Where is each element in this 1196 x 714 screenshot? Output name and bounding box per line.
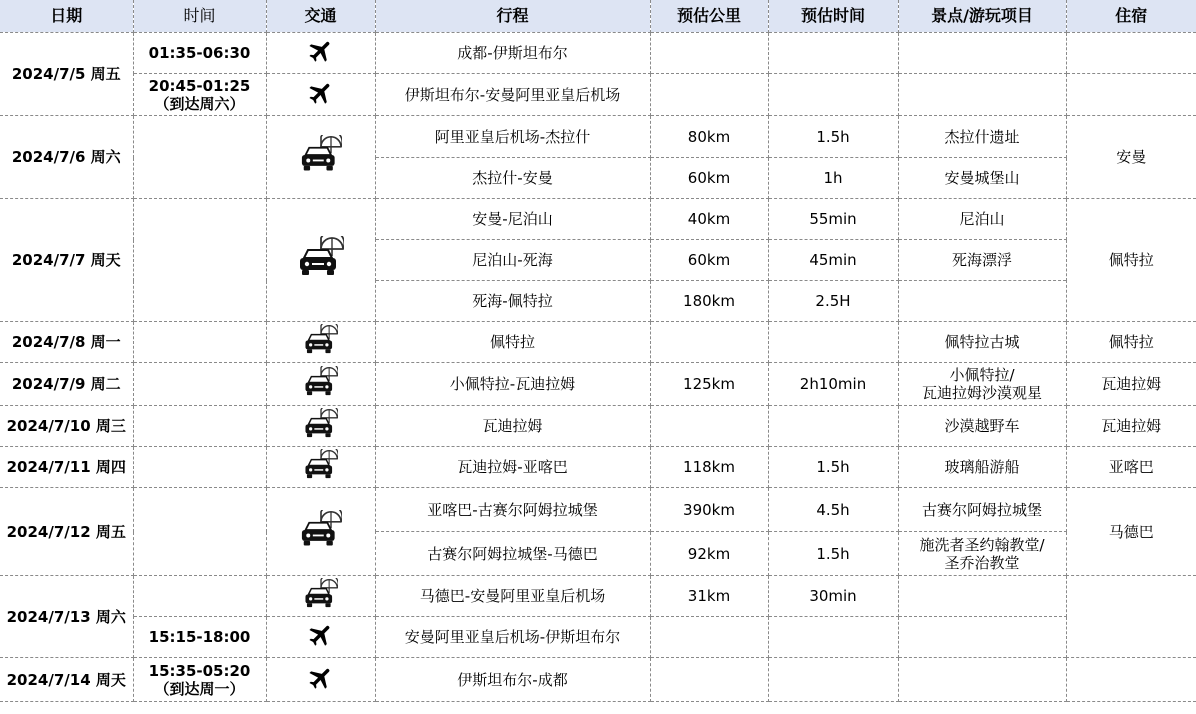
sight-cell bbox=[898, 281, 1066, 322]
transport-cell bbox=[266, 406, 375, 447]
sight-cell: 杰拉什遗址 bbox=[898, 116, 1066, 158]
distance-cell: 180km bbox=[650, 281, 768, 322]
distance-cell bbox=[650, 322, 768, 363]
car-icon bbox=[304, 578, 338, 615]
route-cell: 杰拉什-安曼 bbox=[375, 158, 650, 199]
car-icon bbox=[304, 449, 338, 486]
distance-cell bbox=[650, 74, 768, 116]
date-cell: 2024/7/8 周一 bbox=[0, 322, 133, 363]
time-cell bbox=[133, 576, 266, 617]
duration-cell: 1.5h bbox=[768, 532, 898, 576]
sight-cell: 沙漠越野车 bbox=[898, 406, 1066, 447]
lodging-cell: 瓦迪拉姆 bbox=[1066, 406, 1196, 447]
table-row bbox=[0, 74, 1196, 116]
duration-cell bbox=[768, 617, 898, 658]
car-icon bbox=[304, 408, 338, 445]
car-icon bbox=[304, 366, 338, 403]
route-cell: 古赛尔阿姆拉城堡-马德巴 bbox=[375, 532, 650, 576]
duration-cell: 2h10min bbox=[768, 363, 898, 406]
time-cell bbox=[133, 406, 266, 447]
duration-cell: 30min bbox=[768, 576, 898, 617]
date-cell: 2024/7/6 周六 bbox=[0, 116, 133, 199]
sight-cell bbox=[898, 532, 1066, 576]
date-cell: 2024/7/5 周五 bbox=[0, 33, 133, 116]
table-row bbox=[0, 116, 1196, 158]
distance-cell: 118km bbox=[650, 447, 768, 488]
transport-cell bbox=[266, 322, 375, 363]
lodging-cell: 马德巴 bbox=[1066, 488, 1196, 576]
distance-cell: 125km bbox=[650, 363, 768, 406]
duration-cell: 45min bbox=[768, 240, 898, 281]
sight-cell: 玻璃船游船 bbox=[898, 447, 1066, 488]
duration-cell: 1.5h bbox=[768, 447, 898, 488]
arrival-note: （到达周一） bbox=[154, 679, 245, 698]
route-cell: 佩特拉 bbox=[375, 322, 650, 363]
time-range: 20:45-01:25 bbox=[148, 76, 251, 95]
sight-cell bbox=[898, 617, 1066, 658]
time-cell bbox=[133, 199, 266, 322]
duration-cell bbox=[768, 658, 898, 702]
lodging-cell bbox=[1066, 576, 1196, 658]
duration-cell bbox=[768, 322, 898, 363]
sight-line: 小佩特拉/ bbox=[949, 366, 1015, 384]
header-date: 日期 bbox=[0, 0, 133, 33]
car-icon bbox=[298, 236, 344, 284]
header-transport: 交通 bbox=[266, 0, 375, 33]
route-cell: 阿里亚皇后机场-杰拉什 bbox=[375, 116, 650, 158]
distance-cell: 31km bbox=[650, 576, 768, 617]
duration-cell: 4.5h bbox=[768, 488, 898, 532]
date-cell: 2024/7/13 周六 bbox=[0, 576, 133, 658]
sight-cell: 安曼城堡山 bbox=[898, 158, 1066, 199]
table-row bbox=[0, 617, 1196, 658]
transport-cell bbox=[266, 447, 375, 488]
transport-cell bbox=[266, 74, 375, 116]
route-cell: 伊斯坦布尔-安曼阿里亚皇后机场 bbox=[375, 74, 650, 116]
distance-cell bbox=[650, 658, 768, 702]
transport-cell bbox=[266, 116, 375, 199]
duration-cell: 1h bbox=[768, 158, 898, 199]
header-duration: 预估时间 bbox=[768, 0, 898, 33]
route-cell: 瓦迪拉姆 bbox=[375, 406, 650, 447]
sight-cell: 死海漂浮 bbox=[898, 240, 1066, 281]
route-cell: 安曼阿里亚皇后机场-伊斯坦布尔 bbox=[375, 617, 650, 658]
time-cell bbox=[133, 488, 266, 576]
header-sights: 景点/游玩项目 bbox=[898, 0, 1066, 33]
route-cell: 死海-佩特拉 bbox=[375, 281, 650, 322]
header-row bbox=[0, 0, 1196, 33]
transport-cell bbox=[266, 658, 375, 702]
duration-cell: 1.5h bbox=[768, 116, 898, 158]
lodging-cell bbox=[1066, 658, 1196, 702]
time-cell bbox=[133, 74, 266, 116]
duration-cell: 2.5H bbox=[768, 281, 898, 322]
header-lodging: 住宿 bbox=[1066, 0, 1196, 33]
transport-cell bbox=[266, 199, 375, 322]
lodging-cell: 佩特拉 bbox=[1066, 199, 1196, 322]
header-time: 时间 bbox=[133, 0, 266, 33]
sight-line: 瓦迪拉姆沙漠观星 bbox=[921, 384, 1042, 402]
table-row bbox=[0, 658, 1196, 702]
table-row bbox=[0, 406, 1196, 447]
sight-cell bbox=[898, 658, 1066, 702]
duration-cell bbox=[768, 406, 898, 447]
route-cell: 成都-伊斯坦布尔 bbox=[375, 33, 650, 74]
time-range: 15:35-05:20 bbox=[148, 661, 251, 680]
sight-cell: 佩特拉古城 bbox=[898, 322, 1066, 363]
lodging-cell: 亚喀巴 bbox=[1066, 447, 1196, 488]
route-cell: 马德巴-安曼阿里亚皇后机场 bbox=[375, 576, 650, 617]
sight-cell bbox=[898, 74, 1066, 116]
date-cell: 2024/7/9 周二 bbox=[0, 363, 133, 406]
lodging-cell: 佩特拉 bbox=[1066, 322, 1196, 363]
airplane-icon bbox=[306, 79, 336, 111]
duration-cell bbox=[768, 33, 898, 74]
time-cell: 15:15-18:00 bbox=[133, 617, 266, 658]
distance-cell bbox=[650, 33, 768, 74]
time-cell bbox=[133, 447, 266, 488]
transport-cell bbox=[266, 363, 375, 406]
route-cell: 安曼-尼泊山 bbox=[375, 199, 650, 240]
lodging-cell bbox=[1066, 74, 1196, 116]
date-cell: 2024/7/14 周天 bbox=[0, 658, 133, 702]
table-row bbox=[0, 576, 1196, 617]
table-row bbox=[0, 33, 1196, 74]
route-cell: 小佩特拉-瓦迪拉姆 bbox=[375, 363, 650, 406]
car-icon bbox=[300, 510, 342, 554]
table-row bbox=[0, 447, 1196, 488]
distance-cell bbox=[650, 617, 768, 658]
time-cell: 01:35-06:30 bbox=[133, 33, 266, 74]
table-row bbox=[0, 488, 1196, 532]
distance-cell: 40km bbox=[650, 199, 768, 240]
airplane-icon bbox=[306, 621, 336, 653]
sight-cell: 尼泊山 bbox=[898, 199, 1066, 240]
sight-line: 圣乔治教堂 bbox=[944, 553, 1020, 572]
lodging-cell: 安曼 bbox=[1066, 116, 1196, 199]
distance-cell: 80km bbox=[650, 116, 768, 158]
sight-line: 施洗者圣约翰教堂/ bbox=[919, 535, 1045, 554]
sight-cell bbox=[898, 576, 1066, 617]
date-cell: 2024/7/11 周四 bbox=[0, 447, 133, 488]
time-cell bbox=[133, 116, 266, 199]
header-route: 行程 bbox=[375, 0, 650, 33]
transport-cell bbox=[266, 617, 375, 658]
time-cell bbox=[133, 363, 266, 406]
duration-cell bbox=[768, 74, 898, 116]
lodging-cell: 瓦迪拉姆 bbox=[1066, 363, 1196, 406]
duration-cell: 55min bbox=[768, 199, 898, 240]
route-cell: 尼泊山-死海 bbox=[375, 240, 650, 281]
car-icon bbox=[300, 135, 342, 179]
transport-cell bbox=[266, 488, 375, 576]
distance-cell bbox=[650, 406, 768, 447]
date-cell: 2024/7/7 周天 bbox=[0, 199, 133, 322]
time-cell bbox=[133, 322, 266, 363]
sight-cell: 古赛尔阿姆拉城堡 bbox=[898, 488, 1066, 532]
table-row bbox=[0, 199, 1196, 240]
airplane-icon bbox=[306, 664, 336, 696]
distance-cell: 92km bbox=[650, 532, 768, 576]
time-cell bbox=[133, 658, 266, 702]
distance-cell: 60km bbox=[650, 240, 768, 281]
route-cell: 伊斯坦布尔-成都 bbox=[375, 658, 650, 702]
transport-cell bbox=[266, 33, 375, 74]
distance-cell: 60km bbox=[650, 158, 768, 199]
table-row bbox=[0, 322, 1196, 363]
table-row bbox=[0, 363, 1196, 406]
lodging-cell bbox=[1066, 33, 1196, 74]
sight-cell bbox=[898, 33, 1066, 74]
header-distance: 预估公里 bbox=[650, 0, 768, 33]
route-cell: 瓦迪拉姆-亚喀巴 bbox=[375, 447, 650, 488]
date-cell: 2024/7/12 周五 bbox=[0, 488, 133, 576]
date-cell: 2024/7/10 周三 bbox=[0, 406, 133, 447]
airplane-icon bbox=[306, 37, 336, 69]
car-icon bbox=[304, 324, 338, 361]
transport-cell bbox=[266, 576, 375, 617]
sight-cell bbox=[898, 363, 1066, 406]
arrival-note: （到达周六） bbox=[154, 94, 245, 113]
distance-cell: 390km bbox=[650, 488, 768, 532]
route-cell: 亚喀巴-古赛尔阿姆拉城堡 bbox=[375, 488, 650, 532]
